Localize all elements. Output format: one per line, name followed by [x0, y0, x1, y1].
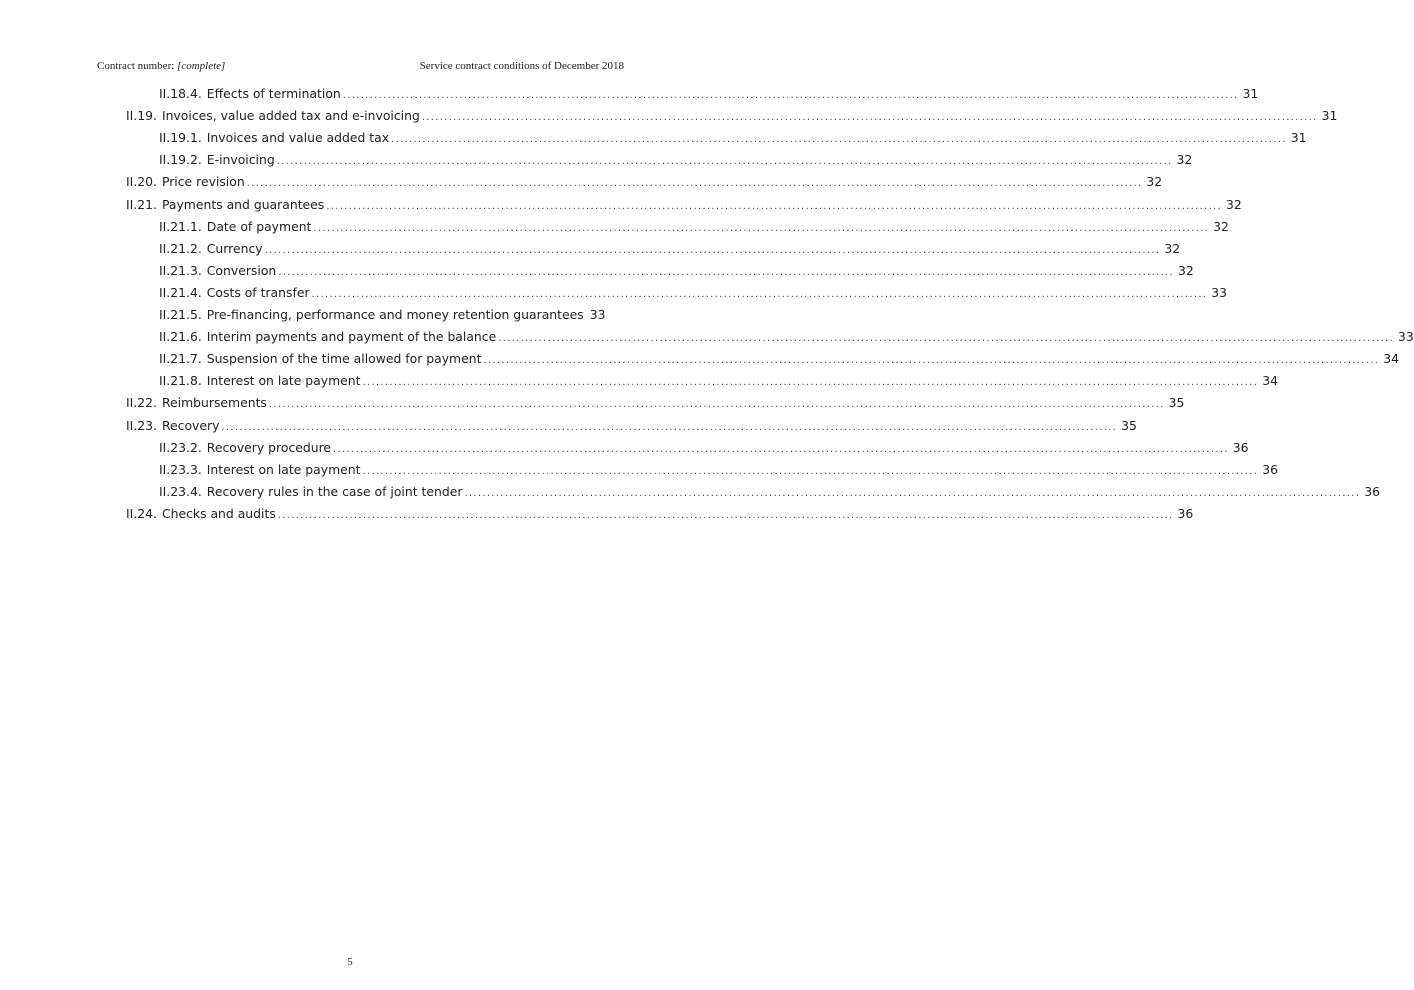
toc-entry[interactable] — [159, 239, 1181, 259]
toc-entry-number: II.23. — [126, 417, 157, 433]
toc-dot-leader — [498, 329, 1394, 349]
toc-entry-title: Interim payments and payment of the balance — [206, 329, 497, 345]
toc-entry-number: II.22. — [126, 395, 157, 411]
toc-entry[interactable] — [126, 106, 1338, 126]
toc-entry-page: 33 — [1397, 329, 1414, 345]
toc-entry[interactable] — [159, 305, 606, 325]
toc-dot-leader — [363, 373, 1259, 393]
contract-conditions-title: Service contract conditions of December 2018 — [419, 60, 624, 72]
toc-entry-title: Effects of termination — [206, 86, 341, 101]
toc-entry-page: 36 — [1232, 439, 1249, 455]
page-number: 5 — [347, 956, 353, 968]
toc-entry-number: II.23.3. — [159, 461, 202, 477]
toc-entry[interactable] — [159, 349, 1399, 369]
toc-entry-page: 34 — [1262, 373, 1279, 389]
toc-entry-title: Costs of transfer — [206, 284, 310, 300]
toc-entry-title: Invoices and value added tax — [206, 130, 390, 146]
toc-entry-title: Suspension of the time allowed for payment — [206, 351, 482, 367]
toc-dot-leader — [247, 174, 1143, 194]
toc-entry[interactable] — [159, 261, 1194, 281]
toc-entry-page: 32 — [1146, 174, 1163, 190]
contract-number-label: Contract number: — [97, 60, 178, 72]
toc-entry-page: 33 — [1211, 284, 1228, 300]
toc-entry-page: 32 — [1164, 240, 1181, 256]
toc-entry[interactable] — [159, 460, 1279, 480]
toc-entry-title: Recovery procedure — [206, 439, 332, 455]
toc-entry-title: Currency — [206, 240, 263, 256]
toc-entry-number: II.21.5. — [159, 307, 202, 322]
toc-dot-leader — [333, 440, 1229, 460]
toc-entry-page: 35 — [1121, 417, 1137, 433]
toc-entry[interactable] — [126, 504, 1194, 524]
toc-entry-number: II.19.2. — [159, 152, 202, 168]
toc-entry-title: Price revision — [161, 174, 245, 190]
toc-entry[interactable] — [126, 172, 1163, 192]
toc-entry[interactable] — [126, 195, 1242, 215]
toc-entry-title: Conversion — [206, 262, 277, 278]
toc-dot-leader — [278, 263, 1174, 283]
toc-entry-title: Date of payment — [206, 218, 312, 234]
toc-entry-number: II.19. — [126, 108, 157, 124]
toc-dot-leader — [343, 86, 1239, 106]
toc-entry-title: Interest on late payment — [206, 461, 361, 477]
toc-dot-leader — [464, 484, 1360, 504]
toc-entry-page: 36 — [1177, 505, 1194, 521]
toc-entry-title: Checks and audits — [161, 505, 276, 521]
toc-entry-page: 34 — [1383, 351, 1399, 367]
toc-entry-number: II.21.1. — [159, 218, 202, 234]
toc-entry[interactable] — [159, 217, 1229, 237]
toc-dot-leader — [269, 395, 1165, 415]
toc-dot-leader — [277, 152, 1173, 172]
toc-entry-page: 33 — [589, 307, 606, 322]
toc-dot-leader — [422, 108, 1318, 128]
toc-entry-page: 36 — [1262, 461, 1279, 477]
toc-entry-number: II.21.6. — [159, 329, 202, 345]
toc-entry-page: 32 — [1213, 218, 1229, 234]
toc-entry-page: 31 — [1290, 130, 1307, 146]
toc-dot-leader — [313, 219, 1209, 239]
toc-entry-page: 32 — [1178, 262, 1194, 278]
toc-entry-number: II.24. — [126, 505, 157, 521]
toc-entry-page: 32 — [1176, 152, 1193, 168]
toc-dot-leader — [326, 197, 1222, 217]
toc-dot-leader — [278, 506, 1174, 526]
toc-entry-page: 31 — [1321, 108, 1338, 124]
toc-entry-title: Reimbursements — [161, 395, 267, 411]
toc-entry-page: 31 — [1242, 86, 1259, 101]
contract-number-value: [complete] — [177, 60, 226, 72]
toc-entry-title: Invoices, value added tax and e-invoicing — [161, 108, 420, 124]
toc-entry-number: II.18.4. — [159, 86, 202, 101]
toc-entry[interactable] — [159, 327, 1414, 347]
toc-entry-number: II.21.4. — [159, 284, 202, 300]
toc-entry[interactable] — [159, 438, 1249, 458]
toc-entry-page: 35 — [1168, 395, 1185, 411]
toc-entry-title: Interest on late payment — [206, 373, 361, 389]
toc-entry-number: II.21. — [126, 196, 157, 212]
toc-entry-number: II.19.1. — [159, 130, 202, 146]
toc-entry-title: Pre-financing, performance and money retention guarantees — [206, 307, 584, 322]
toc-dot-leader — [312, 285, 1208, 305]
toc-entry-title: Recovery rules in the case of joint tender — [206, 483, 463, 499]
toc-entry-number: II.21.2. — [159, 240, 202, 256]
toc-entry-title: Payments and guarantees — [161, 196, 325, 212]
toc-entry[interactable] — [159, 128, 1307, 148]
toc-dot-leader — [221, 418, 1117, 438]
toc-entry[interactable] — [159, 84, 1259, 104]
toc-dot-leader — [483, 351, 1379, 371]
toc-entry-number: II.23.2. — [159, 439, 202, 455]
toc-entry-page: 32 — [1226, 196, 1242, 212]
toc-entry-number: II.23.4. — [159, 483, 202, 499]
contract-number — [97, 60, 225, 72]
toc-entry-page: 36 — [1364, 483, 1380, 499]
toc-dot-leader — [363, 462, 1259, 482]
toc-entry[interactable] — [159, 482, 1380, 502]
toc-entry-number: II.21.3. — [159, 262, 202, 278]
toc-entry-number: II.21.7. — [159, 351, 202, 367]
toc-entry-number: II.21.8. — [159, 373, 202, 389]
toc-entry-title: Recovery — [161, 417, 220, 433]
toc-entry[interactable] — [126, 416, 1137, 436]
toc-entry[interactable] — [159, 150, 1193, 170]
toc-entry-number: II.20. — [126, 174, 157, 190]
toc-entry[interactable] — [159, 283, 1228, 303]
toc-entry[interactable] — [126, 393, 1185, 413]
toc-entry-title: E-invoicing — [206, 152, 275, 168]
toc-dot-leader — [391, 130, 1287, 150]
toc-dot-leader — [265, 241, 1161, 261]
toc-entry[interactable] — [159, 371, 1279, 391]
